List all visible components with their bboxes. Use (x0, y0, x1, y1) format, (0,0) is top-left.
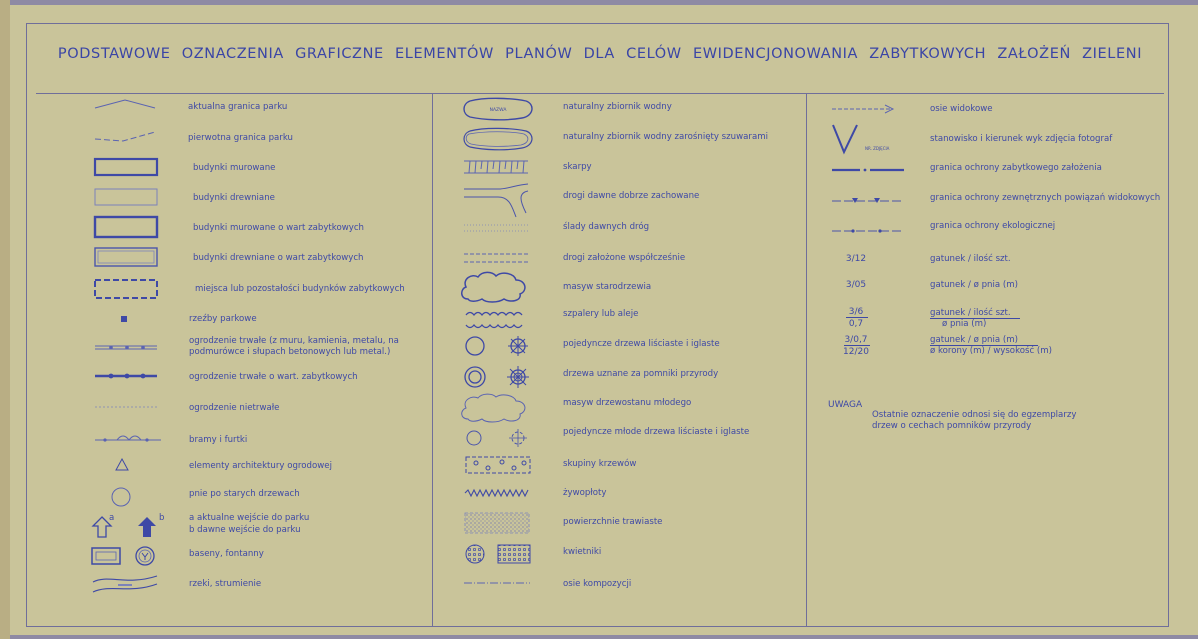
composition-axis-icon (462, 580, 532, 586)
entrance-mark-a: a (109, 513, 115, 523)
historic-building-remains-icon (93, 278, 159, 300)
masonry-building-icon (93, 157, 159, 177)
view-axis-arrow-icon (830, 103, 898, 115)
legend-label: stanowisko i kierunek wyk zdjęcia fotograf (930, 134, 1113, 144)
note-title: UWAGA (828, 400, 863, 410)
legend-label: masyw starodrzewia (563, 282, 652, 292)
tree-code: 3/6 (848, 307, 864, 317)
fraction-bar (844, 345, 870, 346)
water-body-name-tag: NAZWA (489, 108, 507, 113)
legend-label-line2: ø pnia (m) (942, 319, 987, 329)
natural-water-body-icon (460, 96, 536, 122)
legend-label: ogrodzenie trwałe (z muru, kamienia, metalu, na (189, 336, 399, 346)
column-divider-2 (806, 94, 807, 627)
legend-label: pojedyncze młode drzewa liściaste i iglaste (563, 427, 750, 437)
column-divider-1 (432, 94, 433, 627)
legend-label-line2: podmurówce i słupach betonowych lub metal.) (189, 347, 391, 357)
legend-label-line2: ø korony (m) / wysokość (m) (930, 346, 1053, 356)
note-text-line1: Ostatnie oznaczenie odnosi się do egzemplarzy (872, 410, 1077, 420)
legend-label: a aktualne wejście do parku (189, 513, 310, 523)
legend-label: rzeki, strumienie (189, 579, 262, 589)
legend-label: pojedyncze drzewa liściaste i iglaste (563, 339, 720, 349)
legend-label: budynki murowane o wart zabytkowych (193, 223, 364, 233)
permanent-fence-icon (93, 341, 159, 353)
pools-fountains-icon (90, 545, 160, 567)
legend-label: bramy i furtki (189, 435, 248, 445)
park-entrance-arrows-icon (90, 515, 170, 539)
legend-label: rzeźby parkowe (189, 314, 257, 324)
lawn-area-icon (462, 510, 532, 536)
overgrown-water-body-icon (460, 126, 536, 152)
legend-label: miejsca lub pozostałości budynków zabytkowych (195, 284, 405, 294)
young-tree-stand-icon (458, 391, 530, 425)
legend-label: osie widokowe (930, 104, 993, 114)
park-sculpture-icon (120, 315, 128, 323)
garden-architecture-triangle-icon (115, 458, 129, 471)
wooden-building-icon (93, 187, 159, 207)
shrub-groups-icon (462, 453, 534, 477)
entrance-mark-b: b (159, 513, 165, 523)
ecological-protection-boundary-icon (830, 226, 906, 236)
photo-number-tag: NR. ZDJĘCIA (865, 146, 890, 151)
legend-label: drogi założone współcześnie (563, 253, 686, 263)
legend-label: powierzchnie trawiaste (563, 517, 663, 527)
legend-label: osie kompozycji (563, 579, 632, 589)
old-tree-stump-icon (110, 486, 132, 508)
heritage-protection-boundary-icon (830, 165, 906, 175)
legend-label: ogrodzenie nietrwałe (189, 403, 280, 413)
tree-code-denominator: 12/20 (843, 347, 869, 357)
legend-label: kwietniki (563, 547, 602, 557)
legend-label: gatunek / ilość szt. (930, 254, 1011, 264)
tree-code: 3/05 (845, 280, 867, 290)
legend-label: ślady dawnych dróg (563, 222, 650, 232)
legend-label: drzewa uznane za pomniki przyrody (563, 369, 719, 379)
natural-monument-trees-icon (462, 364, 534, 390)
legend-label: naturalny zbiornik wodny zarośnięty szuwarami (563, 132, 768, 142)
legend-label: pierwotna granica parku (188, 133, 293, 143)
legend-label: gatunek / ø pnia (m) (930, 335, 1018, 345)
legend-label: naturalny zbiornik wodny (563, 102, 672, 112)
legend-label: elementy architektury ogrodowej (189, 461, 332, 471)
legend-label: budynki murowane (193, 163, 276, 173)
photo-station-icon (830, 122, 896, 158)
legend-label: gatunek / ø pnia (m) (930, 280, 1018, 290)
escarpment-icon (462, 157, 532, 177)
current-park-boundary-icon (93, 98, 157, 110)
legend-frame (26, 23, 1169, 627)
legend-label: skupiny krzewów (563, 459, 637, 469)
legend-label: pnie po starych drzewach (189, 489, 300, 499)
legend-label: budynki drewniane (193, 193, 275, 203)
tree-code-denominator: 0,7 (848, 319, 864, 329)
preserved-old-roads-icon (462, 183, 532, 219)
flower-beds-icon (462, 542, 534, 566)
fraction-bar (846, 317, 868, 318)
legend-label: baseny, fontanny (189, 549, 264, 559)
legend-label: drogi dawne dobrze zachowane (563, 191, 700, 201)
legend-label: aktualna granica parku (188, 102, 288, 112)
legend-title: PODSTAWOWE OZNACZENIA GRAFICZNE ELEMENTÓW PLANÓW DLA CELÓW EWIDENCJONOWANIA ZABYTKOWYCH ZAŁOŻEŃ ZIELENI (57, 46, 1143, 62)
legend-label-line2: b dawne wejście do parku (189, 525, 301, 535)
title-divider (36, 93, 1164, 94)
temporary-fence-icon (93, 404, 159, 410)
legend-label: masyw drzewostanu młodego (563, 398, 692, 408)
legend-label: żywopłoty (563, 488, 607, 498)
old-road-traces-icon (462, 222, 532, 234)
legend-label: granica ochrony zabytkowego założenia (930, 163, 1102, 173)
tree-code: 3/12 (845, 254, 867, 264)
tree-rows-alleys-icon (462, 309, 528, 331)
old-tree-stand-icon (458, 269, 530, 305)
river-stream-icon (90, 572, 160, 596)
historic-wooden-building-icon (93, 246, 159, 268)
legend-label: skarpy (563, 162, 592, 172)
left-edge-strip (0, 0, 10, 639)
modern-roads-icon (462, 251, 532, 265)
legend-label: gatunek / ilość szt. (930, 308, 1011, 318)
historic-masonry-building-icon (93, 215, 159, 239)
note-text-line2: drzew o cechach pomników przyrody (872, 421, 1032, 431)
hedge-icon (462, 488, 534, 498)
tree-code: 3/0,7 (844, 335, 868, 345)
legend-label: granica ochrony ekologicznej (930, 221, 1056, 231)
historic-permanent-fence-icon (93, 371, 159, 381)
original-park-boundary-icon (93, 129, 157, 143)
legend-label: ogrodzenie trwałe o wart. zabytkowych (189, 372, 358, 382)
legend-label: szpalery lub aleje (563, 309, 639, 319)
view-protection-boundary-icon (830, 195, 906, 207)
legend-label: granica ochrony zewnętrznych powiązań widokowych (930, 193, 1161, 203)
legend-label: budynki drewniane o wart zabytkowych (193, 253, 364, 263)
young-single-trees-icon (462, 426, 534, 450)
single-trees-icon (462, 334, 534, 358)
gate-icon (93, 432, 163, 446)
